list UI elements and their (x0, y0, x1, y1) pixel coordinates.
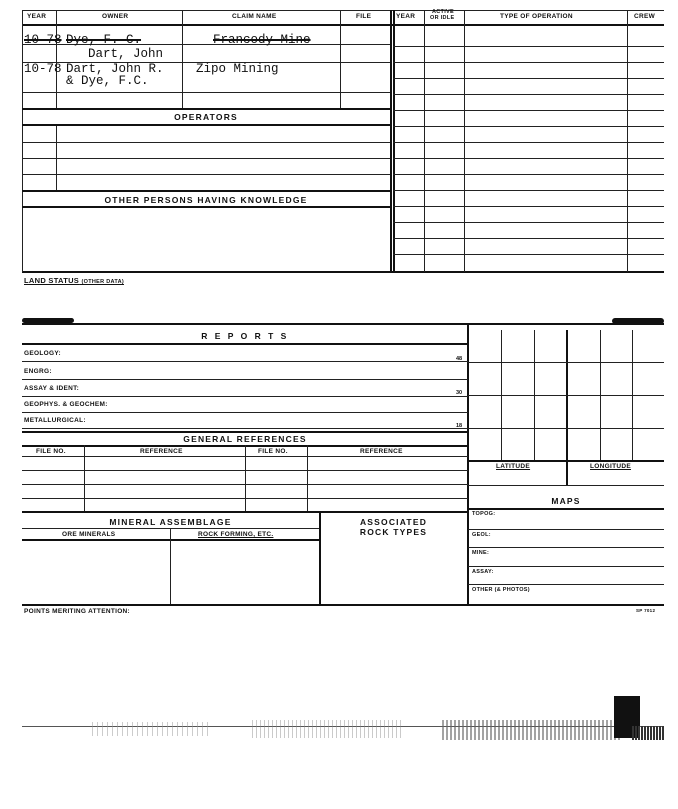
right-row-line (393, 78, 664, 79)
latitude-label: LATITUDE (496, 463, 531, 470)
claim-col-line (340, 10, 341, 110)
report-row-engrg: ENGRG: (24, 368, 52, 375)
points-meriting-label: POINTS MERITING ATTENTION: (24, 608, 131, 615)
record-1-claim: Francody Mine (213, 33, 311, 47)
year2-header: YEAR (396, 13, 416, 20)
report-row-line (22, 379, 468, 380)
associated-heading-2: ROCK TYPES (359, 527, 428, 537)
grid-number-18: 18 (456, 423, 463, 429)
rock-forming-header: ROCK FORMING, ETC. (198, 531, 274, 538)
active-header: ACTIVE (432, 9, 454, 15)
map-row-line (468, 547, 664, 548)
reports-heading: R E P O R T S (201, 331, 289, 341)
record-1-year: 10-78 (24, 33, 62, 47)
right-row-line (393, 206, 664, 207)
report-row-line (22, 361, 468, 362)
operators-heading: OPERATORS (174, 112, 238, 122)
map-row-other: OTHER (& PHOTOS) (472, 587, 530, 593)
associated-heading-1: ASSOCIATED (359, 517, 428, 527)
owner-col-line (182, 10, 183, 110)
right-row-line (393, 142, 664, 143)
mid-divider-2 (393, 10, 395, 272)
reports-heading-line (22, 343, 468, 345)
grid-row-line (468, 362, 664, 363)
other-persons-bottom-line (22, 206, 390, 208)
mineral-col-line (170, 528, 171, 605)
operator-row-line (22, 142, 390, 143)
operators-top-line (22, 108, 390, 110)
grid-row-line (468, 395, 664, 396)
ref-file-no-1: FILE NO. (36, 448, 66, 455)
ref-col-line (307, 445, 308, 511)
mineral-bottom-line (22, 604, 468, 606)
owner-header: OWNER (102, 13, 129, 20)
map-row-assay: ASSAY: (472, 569, 494, 575)
map-row-line (468, 566, 664, 567)
right-row-line (393, 62, 664, 63)
form-code: SP 7012 (636, 608, 656, 613)
reports-top-line (22, 323, 664, 325)
general-ref-top-line (22, 431, 468, 433)
record-2-owner-line2: & Dye, F.C. (66, 74, 149, 88)
year-col-line (56, 10, 57, 110)
ref-file-no-2: FILE NO. (258, 448, 288, 455)
scan-noise (442, 720, 622, 740)
record-1-owner: Dye, F. C. (66, 33, 142, 47)
other-persons-top-line (22, 190, 390, 192)
map-row-geol: GEOL: (472, 532, 491, 538)
operators-bottom-line (22, 124, 390, 126)
right-row-line (393, 94, 664, 95)
grid-number-30: 30 (456, 390, 463, 396)
scan-noise-band (22, 718, 664, 744)
maps-heading-line (468, 508, 664, 510)
general-references-heading: GENERAL REFERENCES (183, 434, 307, 444)
year2-col-line (424, 10, 425, 272)
mid-divider (390, 10, 392, 272)
report-row-metallurgical: METALLURGICAL: (24, 417, 86, 424)
report-row-line (22, 428, 468, 429)
record-2-year: 10-78 (24, 62, 62, 76)
table-bottom-border (22, 271, 664, 273)
year-header: YEAR (27, 13, 47, 20)
maps-bottom-line (468, 604, 664, 606)
table-top-border (22, 10, 664, 11)
report-row-line (22, 412, 468, 413)
grid-number-48: 48 (456, 356, 463, 362)
header-bottom-border (22, 24, 664, 26)
map-row-mine: MINE: (472, 550, 490, 556)
report-row-line (22, 396, 468, 397)
mineral-top-line (22, 511, 468, 513)
right-row-line (393, 126, 664, 127)
left-border (22, 10, 23, 272)
other-persons-heading: OTHER PERSONS HAVING KNOWLEDGE (104, 195, 308, 205)
record-1-owner-line2: Dart, John (88, 47, 164, 61)
right-row-line (393, 254, 664, 255)
scan-noise (252, 720, 402, 738)
map-row-topog: TOPOG: (472, 511, 496, 517)
right-row-line (393, 174, 664, 175)
operator-row-line (22, 174, 390, 175)
report-row-geophys: GEOPHYS. & GEOCHEM: (24, 401, 108, 408)
report-row-geology: GEOLOGY: (24, 350, 61, 357)
map-row-line (468, 529, 664, 530)
claim-name-header: CLAIM NAME (232, 13, 277, 20)
grid-bottom-line (468, 460, 664, 462)
report-row-assay: ASSAY & IDENT: (24, 385, 80, 392)
land-status-text: LAND STATUS (24, 276, 80, 285)
active-col-line (464, 10, 465, 272)
maps-heading: MAPS (551, 496, 581, 506)
right-row-line (393, 190, 664, 191)
coords-line (468, 485, 664, 486)
ref-col-line (84, 445, 85, 511)
scan-noise (92, 722, 212, 736)
scan-noise (632, 726, 664, 740)
grid-row-line (468, 428, 664, 429)
ref-col-line (245, 445, 246, 511)
record-2-claim: Zipo Mining (196, 62, 279, 76)
right-row-line (393, 110, 664, 111)
idle-header: OR IDLE (430, 15, 455, 21)
file-header: FILE (356, 13, 372, 20)
map-row-line (468, 584, 664, 585)
reports-right-divider (467, 323, 469, 605)
type-of-operation-header: TYPE OF OPERATION (500, 13, 573, 20)
type-col-line (627, 10, 628, 272)
longitude-label: LONGITUDE (590, 463, 631, 470)
land-status-subtext: (OTHER DATA) (81, 279, 124, 285)
land-status-label (24, 276, 124, 285)
right-row-line (393, 222, 664, 223)
right-row-line (393, 46, 664, 47)
right-row-line (393, 238, 664, 239)
operator-row-line (22, 158, 390, 159)
ref-reference-2: REFERENCE (360, 448, 403, 455)
owner-row-line (22, 92, 390, 93)
ref-reference-1: REFERENCE (140, 448, 183, 455)
mineral-associated-divider (319, 511, 321, 605)
crew-header: CREW (634, 13, 656, 20)
right-row-line (393, 158, 664, 159)
mineral-assemblage-heading: MINERAL ASSEMBLAGE (109, 517, 232, 527)
ore-minerals-header: ORE MINERALS (62, 531, 116, 538)
record-2-owner: Dart, John R. (66, 62, 164, 76)
